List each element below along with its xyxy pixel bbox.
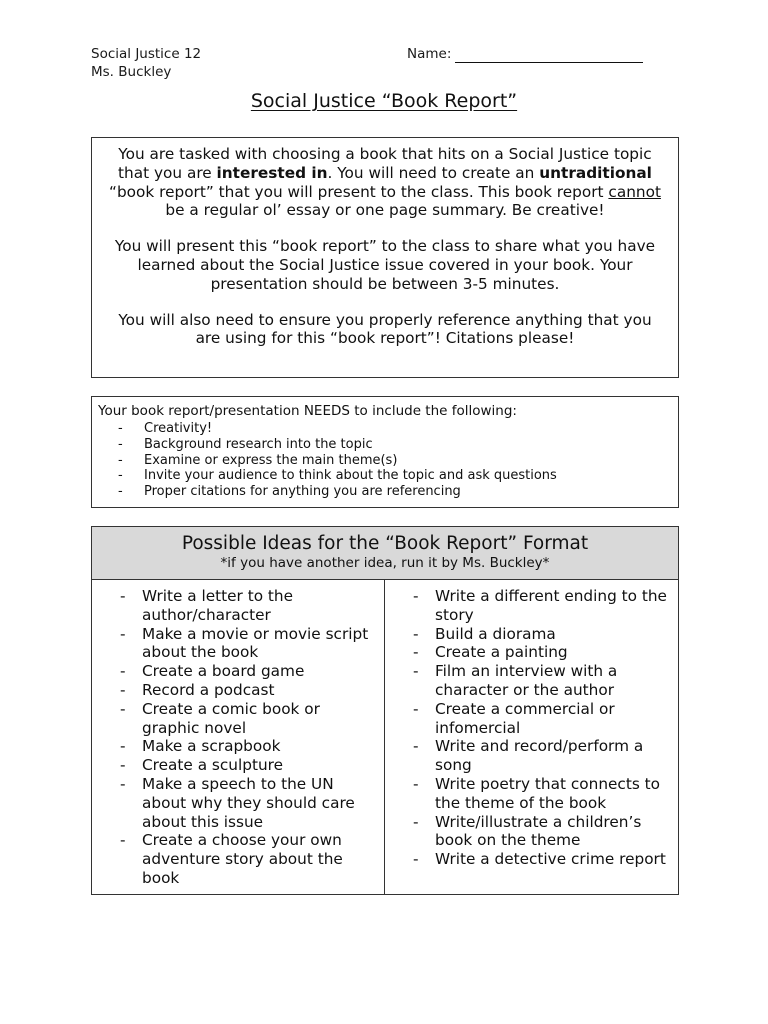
idea-item: - Write and record/perform a song [385, 737, 678, 775]
name-label: Name: [407, 46, 452, 62]
ideas-title: Possible Ideas for the “Book Report” Format [181, 533, 589, 554]
requirements-heading: Your book report/presentation NEEDS to include the following: [98, 403, 517, 419]
idea-item: - Record a podcast [92, 681, 384, 700]
idea-item: - Create a sculpture [92, 756, 384, 775]
requirements-list [98, 421, 672, 500]
idea-item: - Create a painting [385, 643, 678, 662]
ideas-column-left [92, 580, 385, 894]
requirement-item: - Examine or express the main theme(s) [98, 453, 672, 469]
idea-item: - Make a scrapbook [92, 737, 384, 756]
idea-item: - Create a commercial or infomercial [385, 700, 678, 738]
course-label: Social Justice 12 [91, 46, 202, 62]
idea-item: - Create a choose your own adventure story about the book [92, 831, 384, 887]
idea-item: - Create a comic book or graphic novel [92, 700, 384, 738]
intro-paragraph-2: You will present this “book report” to the class to share what you have learned about the Social Justice issue covered in your book. Your presentation should be between 3-5 minutes. [114, 237, 656, 293]
requirements-box [91, 396, 679, 508]
idea-item: - Create a board game [92, 662, 384, 681]
name-blank-line [455, 48, 643, 63]
page-title: Social Justice “Book Report” [250, 90, 518, 112]
idea-item: - Write a different ending to the story [385, 587, 678, 625]
ideas-table [91, 526, 679, 895]
intro-text: You are tasked with choosing a book that hits on a Social Justice topic that you are [118, 145, 652, 182]
idea-item: - Build a diorama [385, 625, 678, 644]
emphasis-untraditional: untraditional [539, 163, 652, 182]
emphasis-cannot: cannot [608, 182, 661, 201]
intro-paragraph-1 [104, 145, 666, 220]
teacher-label: Ms. Buckley [91, 64, 172, 80]
idea-item: - Make a speech to the UN about why they should care about this issue [92, 775, 384, 831]
requirement-item: - Creativity! [98, 421, 672, 437]
ideas-header [92, 527, 678, 580]
intro-text: . You will need to create an [327, 163, 540, 182]
name-field [407, 45, 643, 63]
idea-item: - Write a letter to the author/character [92, 587, 384, 625]
ideas-list-right [385, 587, 678, 869]
idea-item: - Film an interview with a character or the author [385, 662, 678, 700]
requirement-item: - Background research into the topic [98, 437, 672, 453]
ideas-subtitle: *if you have another idea, run it by Ms. Buckley* [220, 555, 550, 571]
idea-item: - Write/illustrate a children’s book on the theme [385, 813, 678, 851]
intro-text: be a regular ol’ essay or one page summary. Be creative! [165, 201, 605, 220]
idea-item: - Write poetry that connects to the theme of the book [385, 775, 678, 813]
intro-box [91, 137, 679, 378]
ideas-list-left [92, 587, 384, 888]
intro-text: “book report” that you will present to the class. This book report [109, 182, 609, 201]
ideas-column-right [385, 580, 678, 894]
requirement-item: - Invite your audience to think about the topic and ask questions [98, 468, 672, 484]
emphasis-interested: interested in [216, 163, 328, 182]
intro-paragraph-3: You will also need to ensure you properly reference anything that you are using for this “book report”! Citations please! [118, 310, 652, 348]
idea-item: - Write a detective crime report [385, 850, 678, 869]
requirement-item: - Proper citations for anything you are referencing [98, 484, 672, 500]
idea-item: - Make a movie or movie script about the book [92, 625, 384, 663]
